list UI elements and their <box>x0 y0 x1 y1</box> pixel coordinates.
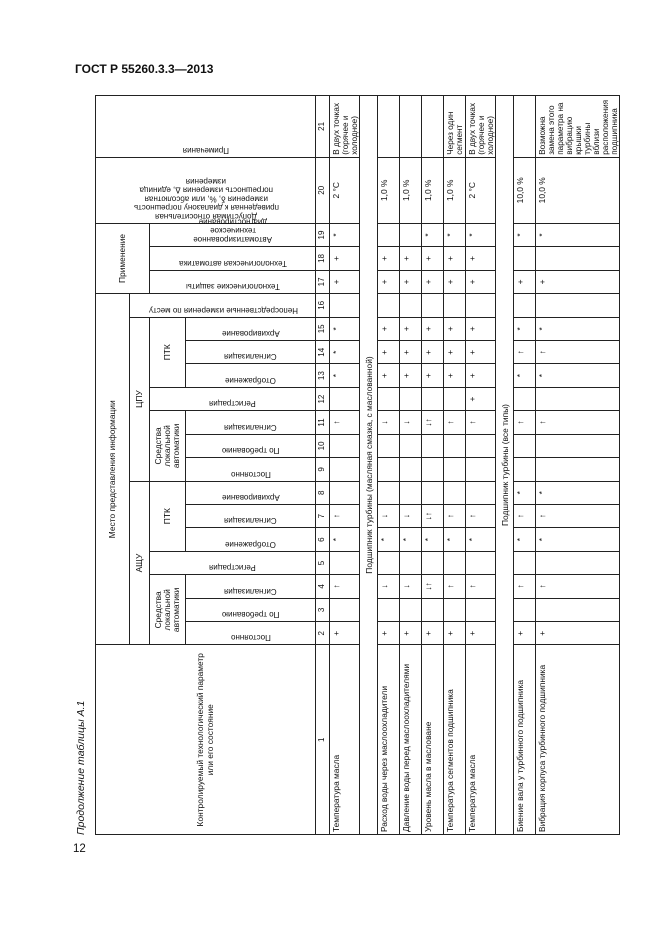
prot-header <box>150 270 316 293</box>
table-cell: + <box>400 622 422 645</box>
table-cell: * <box>536 528 620 551</box>
table-cell <box>514 294 536 318</box>
column-number: 1 <box>316 645 330 835</box>
section-row <box>496 96 514 835</box>
accuracy-header-text: Допустимая относительная приведенная к диапазону погрешность измерения δ, %, или абсолютная погрешность измерения Δ, единица измерения <box>132 176 279 221</box>
table-cell <box>378 223 400 246</box>
ashu-demand-header <box>186 598 316 621</box>
table-cell <box>466 551 496 574</box>
table-cell <box>536 387 620 410</box>
table-cell: + <box>444 622 466 645</box>
table-cell: + <box>536 622 620 645</box>
ashu-demand-text: По требованию <box>221 610 280 620</box>
column-number: 9 <box>316 458 330 481</box>
parameter-name: Температура сегментов подшипника <box>444 645 466 835</box>
tspu-signal-header <box>186 411 316 434</box>
accuracy-cell: 10,0 % <box>536 157 620 223</box>
table-cell: ↑ <box>514 341 536 364</box>
table-cell: + <box>514 622 536 645</box>
column-number: 16 <box>316 294 330 318</box>
table-cell: + <box>378 364 400 387</box>
column-number: 11 <box>316 411 330 434</box>
table-cell: ↓ <box>400 504 422 527</box>
table-cell <box>400 294 422 318</box>
accuracy-cell: 2 °С <box>330 157 360 223</box>
tspu-arch-text: Архивирование <box>221 329 280 339</box>
column-number: 10 <box>316 434 330 457</box>
table-cell <box>466 434 496 457</box>
accuracy-header <box>96 157 316 223</box>
table-cell: + <box>330 622 360 645</box>
table-cell: + <box>466 317 496 340</box>
accuracy-cell: 10,0 % <box>514 157 536 223</box>
column-number: 20 <box>316 157 330 223</box>
ashu-arch-header <box>186 481 316 504</box>
table-cell: * <box>400 528 422 551</box>
table-cell: + <box>378 341 400 364</box>
accuracy-cell: 1,0 % <box>378 157 400 223</box>
table-row <box>378 96 400 835</box>
table-cell: ↑ <box>466 504 496 527</box>
table-cell: + <box>378 247 400 270</box>
table-cell: * <box>514 481 536 504</box>
direct-header-text: Непосредственные измерения по месту <box>147 305 298 315</box>
table-cell <box>444 598 466 621</box>
table-cell <box>422 551 444 574</box>
accuracy-cell: 1,0 % <box>400 157 422 223</box>
table-cell: ↑ <box>444 411 466 434</box>
table-cell: * <box>536 481 620 504</box>
table-cell <box>400 481 422 504</box>
table-cell <box>378 481 400 504</box>
table-cell: + <box>422 341 444 364</box>
table-cell <box>514 551 536 574</box>
column-number: 4 <box>316 575 330 598</box>
note-cell: В двух точках (горячее и холодное) <box>466 96 496 158</box>
table-cell: + <box>400 247 422 270</box>
ashu-signal-header <box>186 575 316 598</box>
table-cell <box>536 294 620 318</box>
table-row <box>536 96 620 835</box>
section-title: Подшипник турбины (все типы) <box>496 96 514 835</box>
parameters-table <box>95 95 620 835</box>
column-number: 3 <box>316 598 330 621</box>
ashu-signal2-text: Сигнализация <box>224 516 277 526</box>
table-cell <box>536 247 620 270</box>
table-row <box>330 96 360 835</box>
table-cell: * <box>466 528 496 551</box>
table-cell: + <box>378 317 400 340</box>
table-cell: ↑ <box>466 411 496 434</box>
table-cell: * <box>330 341 360 364</box>
table-cell <box>536 458 620 481</box>
parameter-name: Температура масла <box>466 645 496 835</box>
table-cell: ↑ <box>536 504 620 527</box>
table-cell: + <box>378 622 400 645</box>
tspu-disp-header <box>186 364 316 387</box>
direct-header <box>130 294 316 318</box>
tspu-signal2-text: Сигнализация <box>224 352 277 362</box>
note-cell <box>378 96 400 158</box>
note-cell: Через один сегмент <box>444 96 466 158</box>
tspu-ptk-header: ПТК <box>150 317 186 387</box>
accuracy-cell: 1,0 % <box>422 157 444 223</box>
table-cell <box>330 551 360 574</box>
table-cell: ↑ <box>444 504 466 527</box>
table-cell: + <box>422 317 444 340</box>
ashu-const-text: Постоянно <box>230 633 271 643</box>
ashu-local-header: Средства локальной автоматики <box>150 575 186 645</box>
table-cell: + <box>444 247 466 270</box>
tspu-signal2-header <box>186 341 316 364</box>
column-number: 7 <box>316 504 330 527</box>
table-cell: + <box>422 270 444 293</box>
table-cell: ↑ <box>536 341 620 364</box>
table-cell: + <box>444 270 466 293</box>
table-cell: + <box>444 364 466 387</box>
table-cell <box>330 387 360 410</box>
table-cell <box>422 481 444 504</box>
table-cell: + <box>444 341 466 364</box>
table-cell: + <box>514 270 536 293</box>
table-cell: ↓↑ <box>422 504 444 527</box>
ashu-disp-header <box>186 528 316 551</box>
table-cell: + <box>466 622 496 645</box>
table-cell <box>466 458 496 481</box>
accuracy-cell: 1,0 % <box>444 157 466 223</box>
auto-header <box>150 247 316 270</box>
table-cell <box>466 598 496 621</box>
table-cell <box>378 598 400 621</box>
table-cell <box>400 387 422 410</box>
table-cell: * <box>422 223 444 246</box>
table-cell: * <box>514 317 536 340</box>
table-cell: * <box>378 528 400 551</box>
table-cell: * <box>330 528 360 551</box>
table-cell: + <box>400 317 422 340</box>
table-cell: * <box>536 223 620 246</box>
table-cell: * <box>536 317 620 340</box>
table-cell: + <box>444 317 466 340</box>
table-cell <box>444 551 466 574</box>
table-cell: * <box>444 528 466 551</box>
table-cell: ↓ <box>378 504 400 527</box>
table-cell: + <box>378 270 400 293</box>
table-cell: + <box>422 622 444 645</box>
ashu-disp-text: Отображение <box>225 539 276 549</box>
document-header: ГОСТ Р 55260.3.3—2013 <box>75 62 214 76</box>
parameter-name: Биение вала у турбинного подшипника <box>514 645 536 835</box>
diag-header <box>150 217 316 246</box>
table-cell <box>400 434 422 457</box>
ashu-ptk-header: ПТК <box>150 481 186 551</box>
table-cell <box>378 458 400 481</box>
tspu-signal-text: Сигнализация <box>224 422 277 432</box>
table-cell <box>330 434 360 457</box>
table-cell <box>330 458 360 481</box>
table-cell <box>400 551 422 574</box>
table-cell <box>400 223 422 246</box>
table-cell <box>400 458 422 481</box>
table-cell <box>400 598 422 621</box>
table-cell <box>466 294 496 318</box>
tspu-const-text: Постоянно <box>230 469 271 479</box>
parameter-name: Уровень масла в масловане <box>422 645 444 835</box>
table-cell <box>330 294 360 318</box>
ashu-arch-text: Архивирование <box>221 492 280 502</box>
table-cell: ↑ <box>514 575 536 598</box>
prot-text: Технологические защиты <box>185 282 280 292</box>
table-cell <box>444 481 466 504</box>
table-cell: * <box>444 223 466 246</box>
table-row <box>514 96 536 835</box>
tspu-arch-header <box>186 317 316 340</box>
table-cell <box>514 387 536 410</box>
page-number: 12 <box>73 843 86 855</box>
ashu-reg-text: Регистрация <box>209 563 256 573</box>
tspu-local-header: Средства локальной автоматики <box>150 411 186 481</box>
table-cell <box>514 598 536 621</box>
table-cell: ↑ <box>444 575 466 598</box>
col-param-header: Контролируемый технологический параметр или его состояние <box>96 645 316 835</box>
place-header: Место представления информации <box>96 294 130 645</box>
table-cell: + <box>536 270 620 293</box>
table-cell: ↑ <box>514 504 536 527</box>
table-cell: + <box>466 364 496 387</box>
table-cell: ↑ <box>330 411 360 434</box>
table-cell: + <box>422 364 444 387</box>
table-cell: ↑ <box>514 411 536 434</box>
table-row <box>400 96 422 835</box>
table-cell: * <box>514 223 536 246</box>
table-cell: + <box>466 341 496 364</box>
table-cell <box>330 481 360 504</box>
table-cell: + <box>466 247 496 270</box>
table-cell <box>422 458 444 481</box>
table-cell: + <box>330 247 360 270</box>
accuracy-cell: 2 °С <box>466 157 496 223</box>
table-cell: + <box>422 247 444 270</box>
tspu-header: ЦПУ <box>130 317 150 481</box>
table-caption: Продолжение таблицы А.1 <box>75 700 87 835</box>
table-cell: ↓↑ <box>422 575 444 598</box>
column-number: 14 <box>316 341 330 364</box>
tspu-reg-text: Регистрация <box>209 399 256 409</box>
table-cell <box>378 387 400 410</box>
column-number: 13 <box>316 364 330 387</box>
column-number: 8 <box>316 481 330 504</box>
note-cell: Возможна замена этого параметра на вибрацию крышки турбины вблизи расположения подшипника <box>536 96 620 158</box>
table-cell: + <box>400 341 422 364</box>
table-cell <box>378 434 400 457</box>
table-cell <box>514 434 536 457</box>
table-cell: * <box>514 364 536 387</box>
table-cell <box>422 434 444 457</box>
table-cell: ↓↑ <box>422 411 444 434</box>
tspu-demand-header <box>186 434 316 457</box>
note-cell <box>400 96 422 158</box>
table-cell <box>536 434 620 457</box>
table-row <box>444 96 466 835</box>
table-cell: * <box>514 528 536 551</box>
table-cell: ↓ <box>400 575 422 598</box>
column-number: 5 <box>316 551 330 574</box>
ashu-const-header <box>186 622 316 645</box>
table-cell <box>422 387 444 410</box>
table-cell: + <box>330 270 360 293</box>
table-cell <box>536 551 620 574</box>
table-cell <box>378 294 400 318</box>
parameter-name: Температура масла <box>330 645 360 835</box>
table-cell: * <box>330 223 360 246</box>
table-cell: + <box>400 270 422 293</box>
rotated-table-area <box>75 95 620 835</box>
table-cell <box>444 294 466 318</box>
table-cell: * <box>536 364 620 387</box>
table-cell <box>330 598 360 621</box>
section-title: Подшипник турбины (масляная смазка, с маслованной) <box>360 96 378 835</box>
tspu-const-header <box>186 458 316 481</box>
table-cell: ↑ <box>536 575 620 598</box>
column-number: 17 <box>316 270 330 293</box>
table-cell: * <box>466 223 496 246</box>
column-number: 15 <box>316 317 330 340</box>
table-cell: * <box>422 528 444 551</box>
column-number: 19 <box>316 223 330 246</box>
parameter-name: Давление воды перед маслоохладителями <box>400 645 422 835</box>
table-cell: + <box>466 270 496 293</box>
table-cell <box>514 247 536 270</box>
table-cell: ↑ <box>536 411 620 434</box>
ashu-signal-text: Сигнализация <box>224 586 277 596</box>
table-cell: + <box>400 364 422 387</box>
column-number: 2 <box>316 622 330 645</box>
ashu-signal2-header <box>186 504 316 527</box>
column-number-row <box>316 96 330 835</box>
ashu-reg-header <box>150 551 316 574</box>
table-cell <box>514 458 536 481</box>
column-number: 6 <box>316 528 330 551</box>
tspu-disp-text: Отображение <box>225 375 276 385</box>
parameter-name: Расход воды через маслоохладители <box>378 645 400 835</box>
auto-text: Технологическая автоматика <box>178 258 287 268</box>
column-number: 21 <box>316 96 330 158</box>
table-cell <box>466 481 496 504</box>
table-cell: ↑ <box>330 575 360 598</box>
note-cell: В двух точках (горячее и холодное) <box>330 96 360 158</box>
table-cell: * <box>330 317 360 340</box>
table-body <box>330 96 620 835</box>
use-header: Применение <box>96 223 150 293</box>
table-cell <box>536 598 620 621</box>
table-cell: + <box>466 387 496 410</box>
table-cell: * <box>330 364 360 387</box>
table-cell: ↑ <box>466 575 496 598</box>
note-cell <box>514 96 536 158</box>
table-cell <box>444 458 466 481</box>
table-cell: ↓ <box>400 411 422 434</box>
tspu-demand-text: По требованию <box>221 446 280 456</box>
tspu-reg-header <box>150 387 316 410</box>
table-cell: ↑ <box>330 504 360 527</box>
table-cell <box>422 294 444 318</box>
note-header-text: Примечания <box>182 145 229 155</box>
parameter-name: Вибрация корпуса турбинного подшипника <box>536 645 620 835</box>
ashu-header: АЩУ <box>130 481 150 645</box>
section-row <box>360 96 378 835</box>
note-cell <box>422 96 444 158</box>
table-row <box>422 96 444 835</box>
table-cell <box>444 387 466 410</box>
table-cell: ↓ <box>378 575 400 598</box>
table-cell <box>444 434 466 457</box>
table-cell <box>422 598 444 621</box>
table-cell <box>378 551 400 574</box>
column-number: 18 <box>316 247 330 270</box>
table-row <box>466 96 496 835</box>
column-number: 12 <box>316 387 330 410</box>
note-header <box>96 96 316 158</box>
diag-text: Автоматизированное техническое диагностирование <box>193 217 272 245</box>
table-cell: ↓ <box>378 411 400 434</box>
